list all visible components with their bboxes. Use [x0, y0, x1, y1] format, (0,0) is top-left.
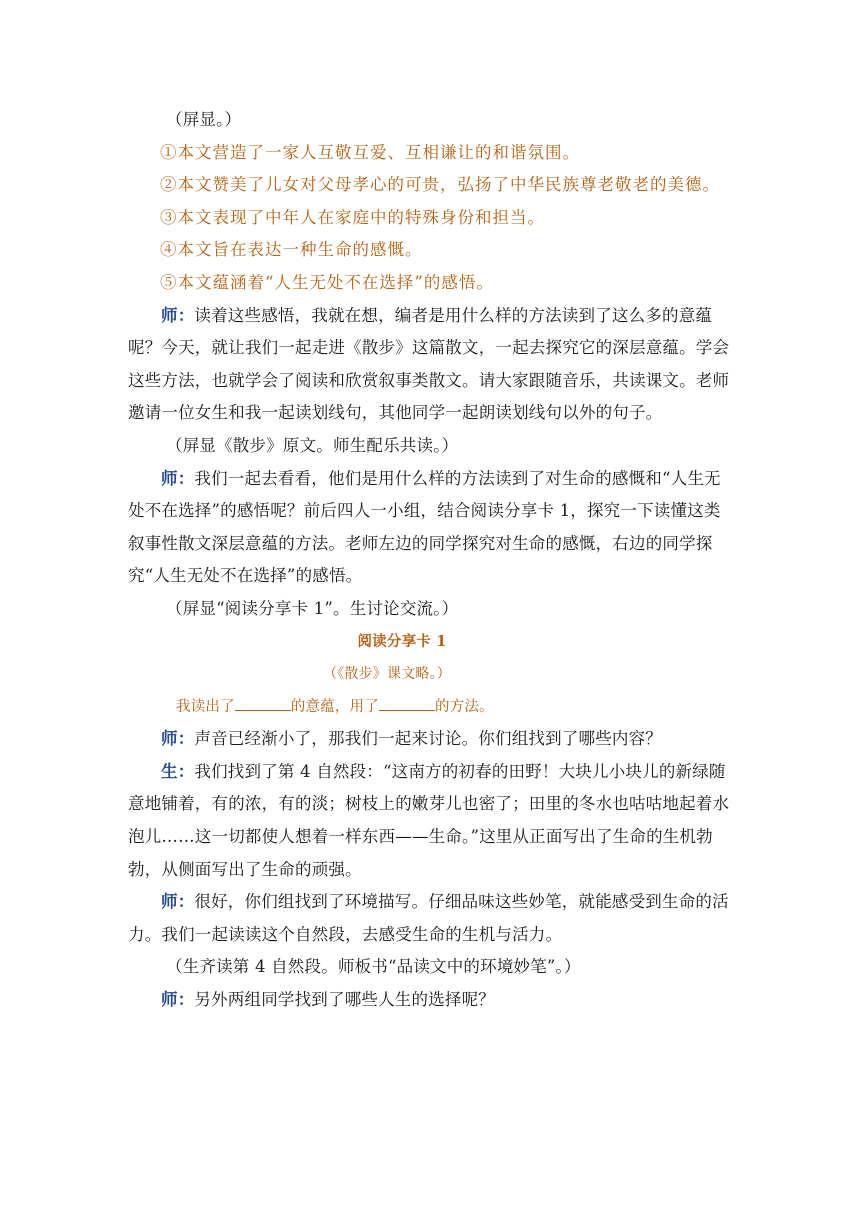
dialogue-paragraph	[128, 463, 732, 593]
speaker-label: 生：	[161, 761, 195, 781]
dialogue-text: 声音已经渐小了，那我们一起来讨论。你们组找到了哪些内容？	[194, 729, 663, 749]
card-subtitle: （《散步》课文略。）	[323, 666, 451, 683]
speaker-label: 师：	[161, 892, 195, 912]
speaker-label: 师：	[161, 305, 195, 325]
dialogue-text: 我们一起去看看，他们是用什么样的方法读到了对生命的感慨和“人生无处不在选择”的感悟呢？前后四人一小组，结合阅读分享卡 1，探究一下读懂这类叙事性散文深层意蕴的方法。老师左边的同学探究对生命的感慨，右边的同学探究“人生无处不在选择”的感悟。	[128, 468, 721, 586]
card-title: 阅读分享卡 1	[357, 632, 447, 650]
option-item-1: ①本文营造了一家人互敬互爱、互相谦让的和谐氛围。	[160, 142, 580, 162]
option-item-4: ④本文旨在表达一种生命的感慨。	[160, 240, 423, 260]
speaker-label: 师：	[161, 729, 195, 749]
card-fill-line	[128, 691, 732, 724]
fill-blank-1	[235, 696, 291, 711]
card-line-part2: 的意蕴，用了	[290, 698, 380, 715]
dialogue-paragraph	[128, 984, 732, 1017]
option-item-3: ③本文表现了中年人在家庭中的特殊身份和担当。	[160, 207, 545, 227]
card-line-part1: 我读出了	[176, 698, 235, 715]
card-line-part3: 的方法。	[435, 698, 494, 715]
option-item-2: ②本文赞美了儿女对父母孝心的可贵，弘扬了中华民族尊老敬老的美德。	[160, 175, 720, 195]
document-body	[128, 104, 732, 1017]
dialogue-paragraph	[128, 756, 732, 886]
dialogue-text: 另外两组同学找到了哪些人生的选择呢？	[194, 990, 496, 1010]
stage-note: （屏显《散步》原文。师生配乐共读。）	[166, 435, 459, 455]
stage-note: （屏显。）	[166, 110, 242, 129]
fill-blank-2	[379, 696, 435, 711]
option-item-5: ⑤本文蕴涵着“人生无处不在选择”的感悟。	[160, 272, 494, 292]
dialogue-paragraph	[128, 886, 732, 951]
speaker-label: 师：	[161, 990, 195, 1010]
stage-note: （屏显“阅读分享卡 1”。生讨论交流。）	[166, 598, 459, 618]
dialogue-text: 很好，你们组找到了环境描写。仔细品味这些妙笔，就能感受到生命的活力。我们一起读读这个自然段，去感受生命的生机与活力。	[128, 892, 729, 944]
stage-note: （生齐读第 4 自然段。师板书“品读文中的环境妙笔”。）	[166, 957, 581, 977]
dialogue-paragraph	[128, 300, 732, 430]
dialogue-text: 读着这些感悟，我就在想，编者是用什么样的方法读到了这么多的意蕴呢？今天，就让我们一起走进《散步》这篇散文，一起去探究它的深层意蕴。学会这些方法，也就学会了阅读和欣赏叙事类散文。请大家跟随音乐，共读课文。老师邀请一位女生和我一起读划线句，其他同学一起朗读划线句以外的句子。	[128, 305, 730, 423]
dialogue-text: 我们找到了第 4 自然段：“这南方的初春的田野！大块儿小块儿的新绿随意地铺着，有的浓，有的淡；树枝上的嫩芽儿也密了；田里的冬水也咕咕地起着水泡儿……这一切都使人想着一样东西——生命。”这里从正面写出了生命的生机勃勃，从侧面写出了生命的顽强。	[128, 761, 730, 879]
speaker-label: 师：	[161, 468, 195, 488]
dialogue-paragraph	[128, 723, 732, 756]
